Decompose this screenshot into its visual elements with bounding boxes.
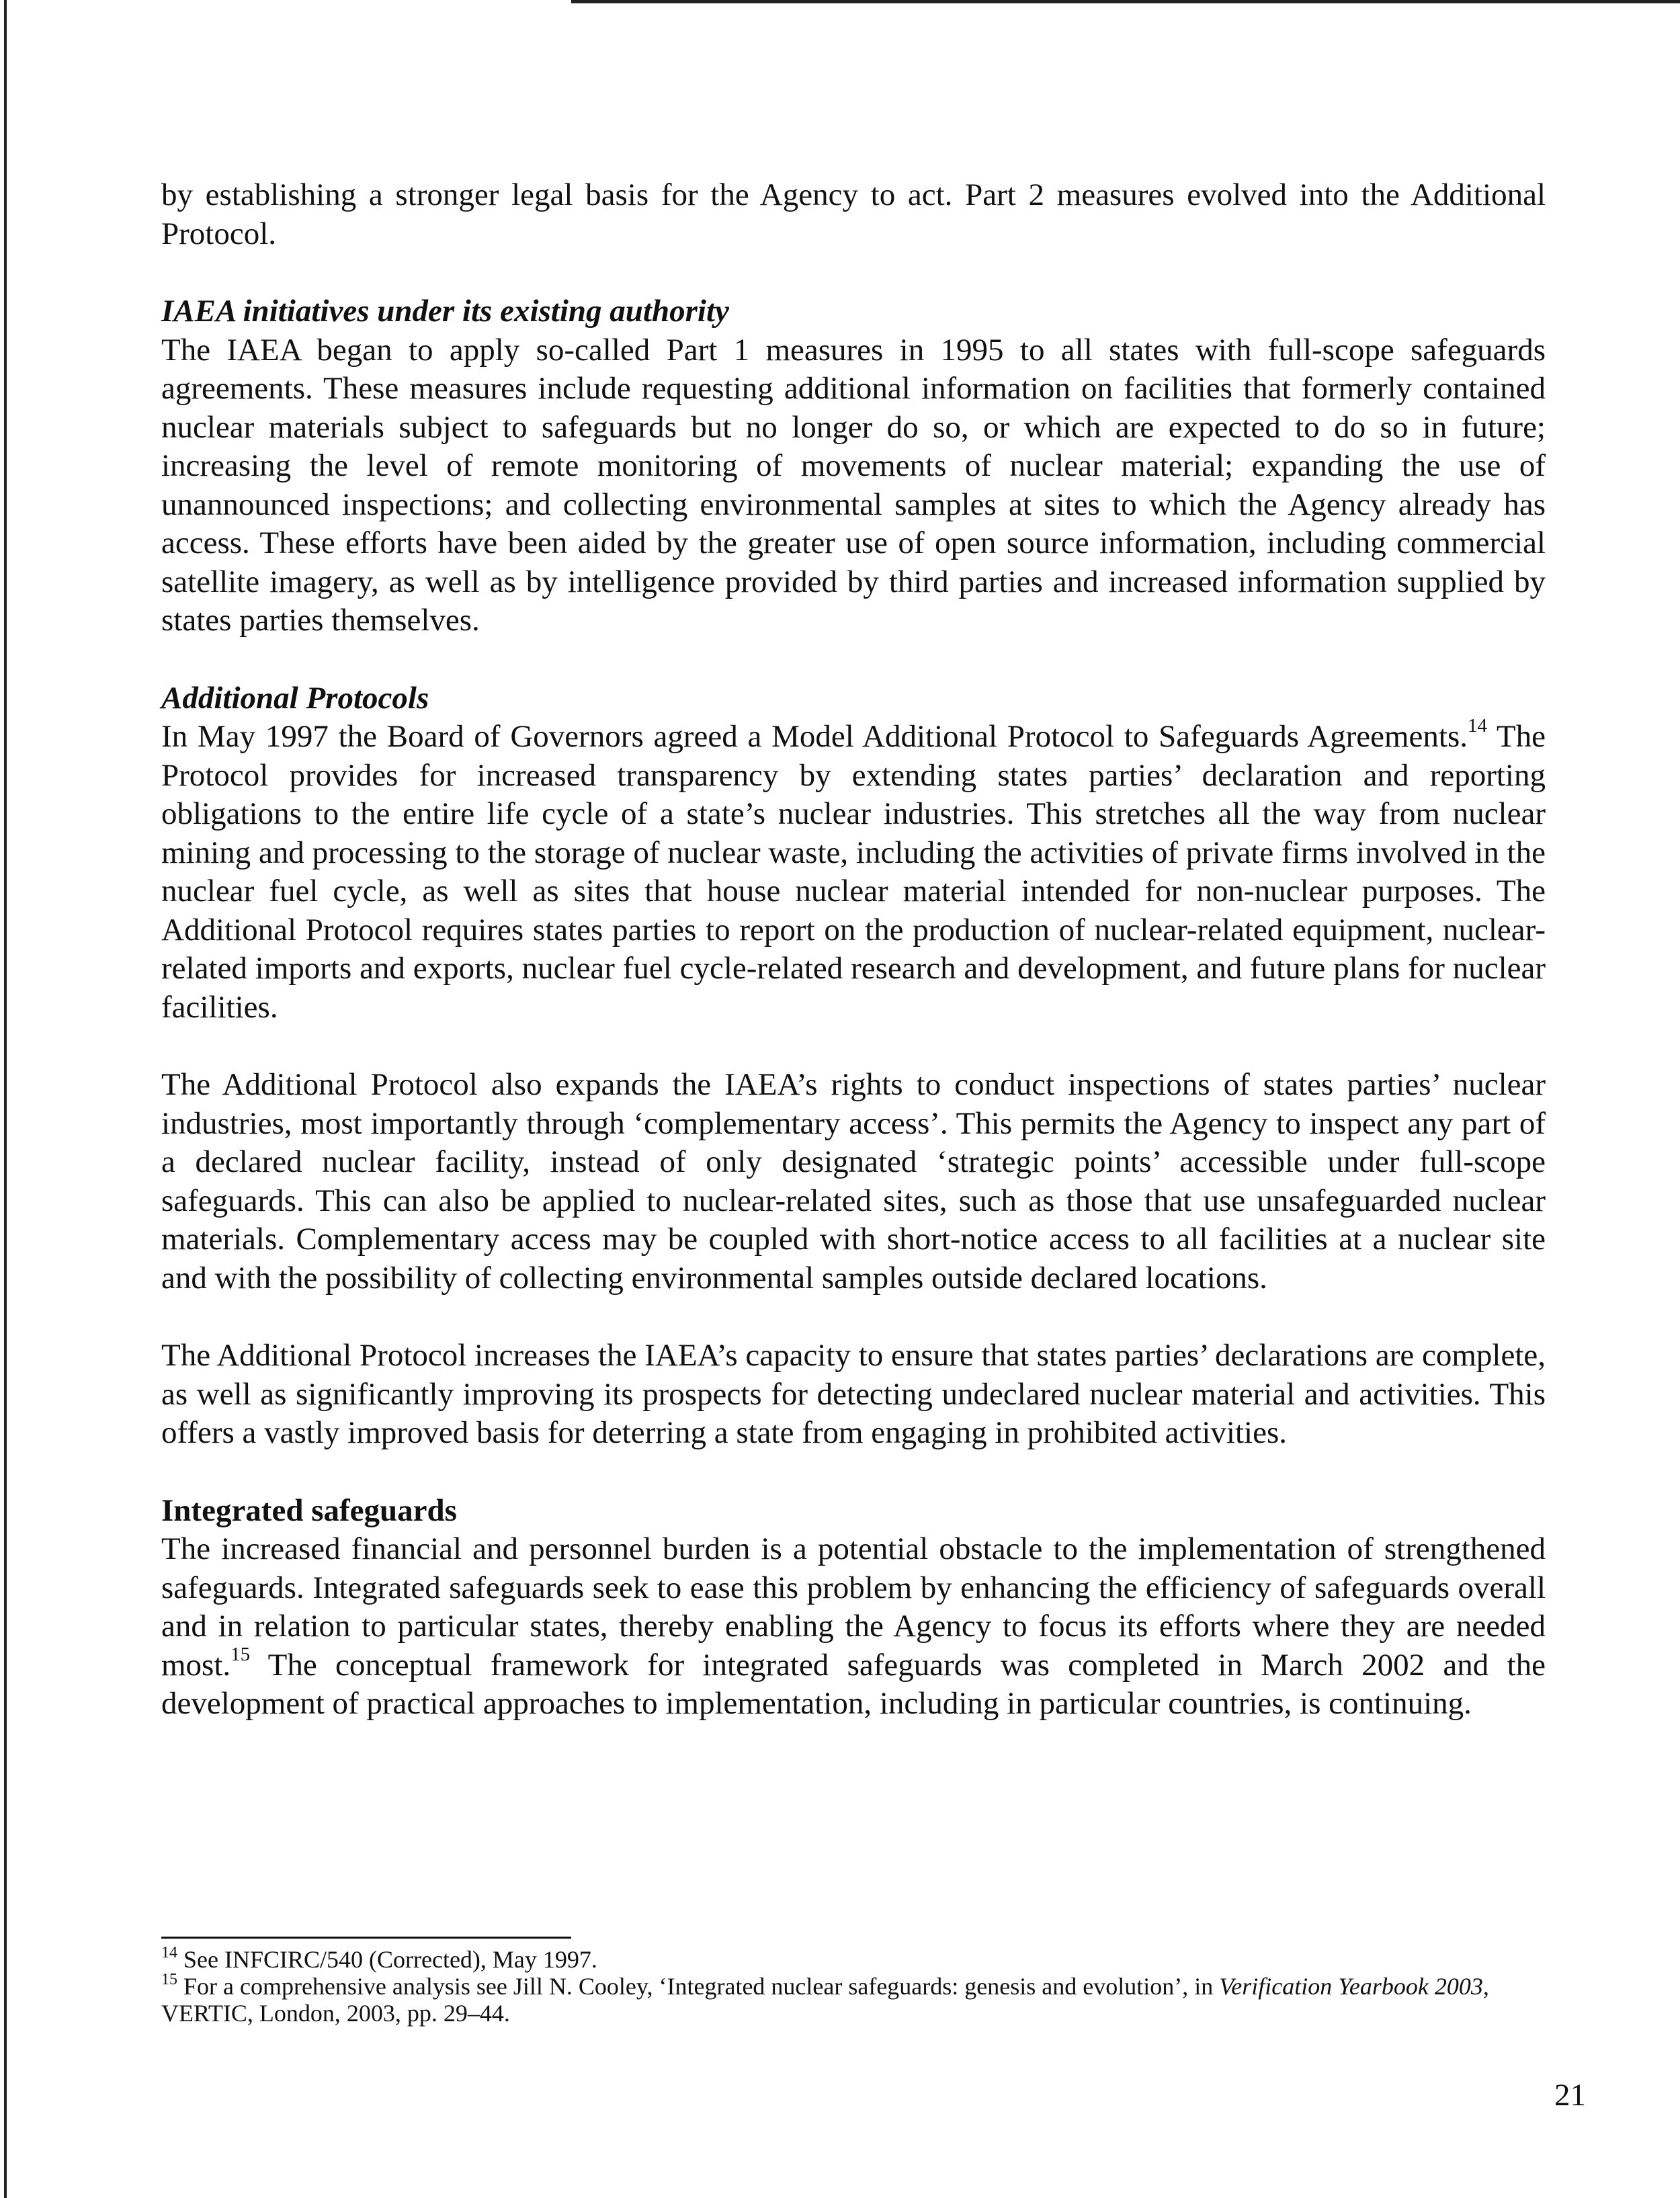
page-number: 21: [1554, 2078, 1586, 2113]
section-heading: Additional Protocols: [161, 680, 429, 716]
paragraph-text: In May 1997 the Board of Governors agreed a Model Additional Protocol to Safeguards Agreements.: [161, 719, 1468, 754]
section-paragraph: The Additional Protocol also expands the IAEA’s rights to conduct inspections of states parties’ nuclear industries, most importantly through ‘complementary access’. This permits the Agency to inspect any part of a declared nuclear facility, instead of only designated ‘strategic points’ accessible under full-scope safeguards. This can also be applied to nuclear-related sites, such as those that use unsafeguarded nuclear materials. Complementary access may be coupled with short-notice access to all facilities at a nuclear site and with the possibility of collecting environmental samples outside declared locations.: [161, 1067, 1546, 1296]
section-heading: IAEA initiatives under its existing authority: [161, 294, 729, 329]
footnote-number: 14: [161, 1944, 177, 1961]
intro-paragraph: by establishing a stronger legal basis for the Agency to act. Part 2 measures evolved into the Additional Protocol.: [161, 177, 1546, 251]
section-additional-protocols: [161, 679, 1546, 1453]
footnote-reference: 14: [1468, 715, 1487, 736]
footnotes: [161, 1946, 1546, 2027]
footnote-14: [161, 1946, 1546, 1973]
section-paragraph: [161, 1530, 1546, 1724]
section-iaea-initiatives: [161, 292, 1546, 640]
section-heading: Integrated safeguards: [161, 1492, 457, 1528]
scan-edge-left: [4, 0, 7, 2198]
footnote-15: [161, 1973, 1546, 2027]
paragraph-text: The increased financial and personnel burden is a potential obstacle to the implementation of strengthened safeguards. Integrated safeguards seek to ease this problem by enhancing the efficiency of safeguards overall and in relation to particular states, thereby enabling the Agency to focus its efforts where they are needed most.: [161, 1531, 1546, 1683]
footnote-cited-title: Verification Yearbook 2003,: [1219, 1973, 1489, 2000]
paragraph-text: The Protocol provides for increased transparency by extending states parties’ declaration and reporting obligations to the entire life cycle of a state’s nuclear industries. This stretches all the way from nuclear mining and processing to the storage of nuclear waste, including the activities of private firms involved in the nuclear fuel cycle, as well as sites that house nuclear material intended for non-nuclear purposes. The Additional Protocol requires states parties to report on the production of nuclear-related equipment, nuclear-related imports and exports, nuclear fuel cycle-related research and development, and future plans for nuclear facilities.: [161, 719, 1546, 1025]
section-paragraph: The Additional Protocol increases the IAEA’s capacity to ensure that states parties’ declarations are complete, as well as significantly improving its prospects for detecting undeclared nuclear material and activities. This offers a vastly improved basis for deterring a state from engaging in prohibited activities.: [161, 1338, 1546, 1450]
section-paragraph: [161, 715, 1546, 1027]
footnote-text: See INFCIRC/540 (Corrected), May 1997.: [177, 1946, 597, 1973]
section-integrated-safeguards: [161, 1492, 1546, 1724]
scan-edge-top: [571, 0, 1680, 3]
footnote-text: For a comprehensive analysis see Jill N. Cooley, ‘Integrated nuclear safeguards: genesis and evolution’, in: [177, 1973, 1220, 2000]
paragraph-text: The conceptual framework for integrated safeguards was completed in March 2002 and the development of practical approaches to implementation, including in particular countries, is continuing.: [161, 1647, 1546, 1721]
page-content: [161, 176, 1546, 1724]
footnote-number: 15: [161, 1971, 177, 1988]
footnote-reference: 15: [230, 1643, 251, 1665]
footnote-text: VERTIC, London, 2003, pp. 29–44.: [161, 2000, 510, 2027]
footnote-separator: [161, 1937, 571, 1939]
section-paragraph: The IAEA began to apply so-called Part 1 measures in 1995 to all states with full-scope safeguards agreements. These measures include requesting additional information on facilities that formerly contained nuclear materials subject to safeguards but no longer do so, or which are expected to do so in future; increasing the level of remote monitoring of movements of nuclear material; expanding the use of unannounced inspections; and collecting environmental samples at sites to which the Agency already has access. These efforts have been aided by the greater use of open source information, including commercial satellite imagery, as well as by intelligence provided by third parties and increased information supplied by states parties themselves.: [161, 332, 1546, 638]
